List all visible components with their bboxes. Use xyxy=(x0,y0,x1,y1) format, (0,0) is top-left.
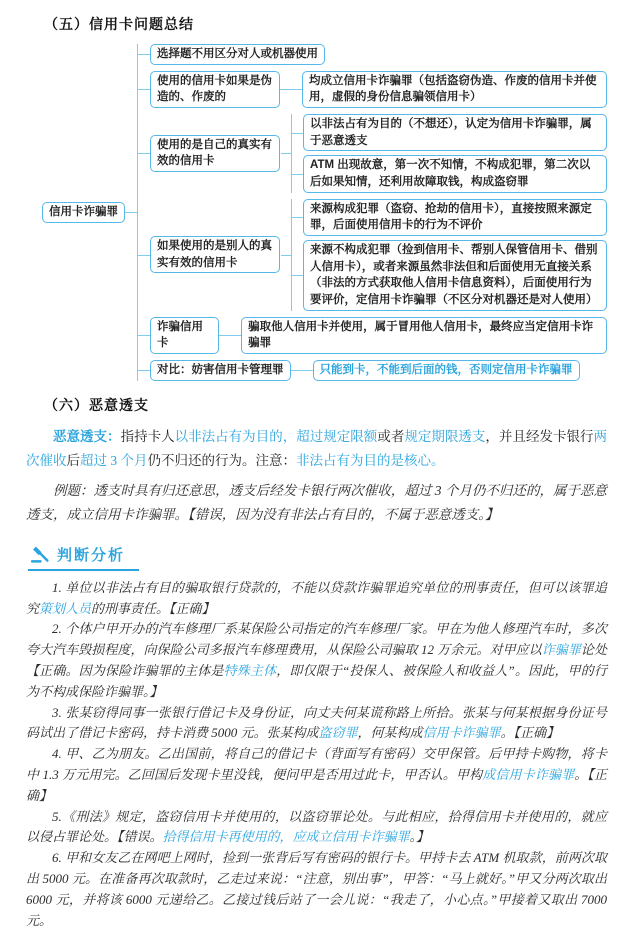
mindmap-children xyxy=(230,317,607,354)
mindmap-leaf-node: 只能到卡，不能到后面的钱，否则定信用卡诈骗罪 xyxy=(313,360,580,381)
overdraft-definition-paragraph xyxy=(26,425,607,473)
text-segment: 5.《刑法》规定，盗窃信用卡并使用的，以盗窃罪论处。与此相应，拾得信用卡并使用的，就应以侵占罪论处。【错误。 xyxy=(26,808,607,845)
highlighted-text: 非法占有为目的是核心。 xyxy=(296,452,445,468)
highlighted-text: 信用卡诈骗罪 xyxy=(422,725,501,741)
analysis-list xyxy=(26,578,607,931)
analysis-item xyxy=(26,703,607,745)
mindmap-leaf-node: 来源构成犯罪（盗窃、抢劫的信用卡），直接按照来源定罪，后面使用信用卡的行为不评价 xyxy=(303,199,607,236)
analysis-item xyxy=(26,578,607,620)
analysis-item xyxy=(26,848,607,931)
text-segment: 。【正确】 xyxy=(26,766,607,803)
mindmap-root-node: 信用卡诈骗罪 xyxy=(42,202,125,223)
text-segment: 指持卡人 xyxy=(120,428,175,444)
highlighted-text: 特殊主体 xyxy=(223,662,277,678)
mindmap-branch xyxy=(138,114,607,193)
highlighted-text: 超过 3 个月 xyxy=(80,452,148,468)
text-segment: ，并且经发卡银行 xyxy=(485,428,594,444)
mindmap-branch-node: 对比：妨害信用卡管理罪 xyxy=(150,360,291,381)
credit-card-mindmap xyxy=(42,44,607,381)
text-segment: ，何某构成 xyxy=(357,725,423,741)
mindmap-branches xyxy=(137,44,607,381)
mindmap-leaf-node: 骗取他人信用卡并使用，属于冒用他人信用卡，最终应当定信用卡诈骗罪 xyxy=(241,317,607,354)
mindmap-branch-node: 如果使用的是别人的真实有效的信用卡 xyxy=(150,236,280,273)
highlighted-text: 策划人员 xyxy=(39,600,92,616)
text-segment: 例题：透支时具有归还意思，透支后经发卡银行两次催收，超过 3 个月仍不归还的，属于恶意透支，成立信用卡诈骗罪。【错误，因为没有非法占有目的，不属于恶意透支。】 xyxy=(26,482,607,522)
mindmap-branch xyxy=(138,44,607,65)
text-segment: 后 xyxy=(66,452,80,468)
highlighted-text: 成信用卡诈骗罪 xyxy=(482,766,575,782)
analysis-header xyxy=(28,543,139,571)
gavel-icon xyxy=(30,545,50,563)
mindmap-child xyxy=(292,155,607,192)
mindmap-children xyxy=(302,360,580,381)
mindmap-child xyxy=(292,240,607,311)
highlighted-text: 诈骗罪 xyxy=(541,642,581,658)
highlighted-text: 盗窃罪 xyxy=(318,725,358,741)
mindmap-children xyxy=(291,199,607,311)
text-segment: 。】 xyxy=(409,829,430,845)
text-segment: 。【正确】 xyxy=(500,725,560,741)
mindmap-child xyxy=(292,114,607,151)
analysis-title: 判断分析 xyxy=(57,546,126,564)
text-segment: 1. 单位以非法占有目的骗取银行贷款的，不能以贷款诈骗罪追究单位的刑事责任，但可以该罪追究 xyxy=(26,579,607,616)
analysis-item xyxy=(26,744,607,806)
mindmap-children xyxy=(291,114,607,193)
highlighted-text: 恶意透支： xyxy=(53,428,121,444)
mindmap-leaf-node: ATM 出现故意，第一次不知情，不构成犯罪，第二次以后如果知情，还利用故障取钱，构成盗窃罪 xyxy=(303,155,607,192)
analysis-item xyxy=(26,619,607,702)
mindmap-branch xyxy=(138,199,607,311)
mindmap-branch-node: 使用的信用卡如果是伪造的、作废的 xyxy=(150,71,280,108)
text-segment: ，即仅限于“投保人、被保险人和收益人”。因此，甲的行为不构成保险诈骗罪。】 xyxy=(26,662,607,699)
mindmap-children xyxy=(291,71,607,108)
mindmap-branch xyxy=(138,360,607,381)
mindmap-branch xyxy=(138,317,607,354)
text-segment: 论处【正确。因为保险诈骗罪的主体是 xyxy=(26,642,607,678)
mindmap-child xyxy=(302,360,580,381)
text-segment: 4. 甲、乙为朋友。乙出国前，将自己的借记卡（背面写有密码）交甲保管。后甲持卡购物，将卡中 1.3 万元用完。乙回国后发现卡里没钱，便问甲是否用过此卡，甲否认。甲构 xyxy=(26,746,607,782)
text-segment: 仍不归还的行为。注意： xyxy=(147,452,296,468)
mindmap-branch-node: 使用的是自己的真实有效的信用卡 xyxy=(150,135,280,172)
text-segment: 或者 xyxy=(377,428,405,444)
text-segment: 2. 个体户甲开办的汽车修理厂系某保险公司指定的汽车修理厂家。甲在为他人修理汽车时，多次夸大汽车毁损程度，向保险公司多报汽车修理费用，从保险公司骗取 12 万余元。对甲应以 xyxy=(26,621,607,658)
overdraft-example-paragraph xyxy=(26,479,607,527)
mindmap-branch-node: 诈骗信用卡 xyxy=(150,317,219,354)
section5-title: （五）信用卡问题总结 xyxy=(44,16,194,32)
highlighted-text: 拾得信用卡再使用的，应成立信用卡诈骗罪 xyxy=(162,829,410,845)
mindmap-child xyxy=(292,199,607,236)
mindmap-child xyxy=(291,71,607,108)
section6-title: （六）恶意透支 xyxy=(44,396,149,413)
mindmap-child xyxy=(230,317,607,354)
analysis-item xyxy=(26,807,607,849)
highlighted-text: 以非法占有为目的，超过规定限额 xyxy=(174,428,378,444)
mindmap-branch-node: 选择题不用区分对人或机器使用 xyxy=(150,44,325,65)
mindmap-leaf-node: 均成立信用卡诈骗罪（包括盗窃伪造、作废的信用卡并使用，虚假的身份信息骗领信用卡） xyxy=(302,71,607,108)
highlighted-text: 两次催收 xyxy=(26,428,608,468)
text-segment: 6. 甲和女友乙在网吧上网时，捡到一张背后写有密码的银行卡。甲持卡去 ATM 机取款，前两次取出 5000 元。在准备再次取款时，乙走过来说：“注意，别出事”，甲答：“马上就好。”甲又分两次取出 6000 元，并将该 6000 元递给乙。乙接过钱后站了一会儿说：“我走了，小心点。”甲接着又取出 7000 元。 xyxy=(26,850,607,928)
mindmap-connector xyxy=(125,212,137,213)
mindmap-branch xyxy=(138,71,607,108)
highlighted-text: 规定期限透支 xyxy=(404,428,486,444)
text-segment: 3. 张某窃得同事一张银行借记卡及身份证，向丈夫何某谎称路上所拾。张某与何某根据身份证号码试出了借记卡密码，持卡消费 5000 元。张某构成 xyxy=(26,704,607,741)
mindmap-leaf-node: 来源不构成犯罪（捡到信用卡、帮别人保管信用卡、借别人信用卡），或者来源虽然非法但和后面使用无直接关系（非法的方式获取他人信用卡信息资料），后面使用行为要评价，定信用卡诈骗罪（不区分对机器还是对人使用） xyxy=(303,240,607,311)
mindmap-leaf-node: 以非法占有为目的（不想还），认定为信用卡诈骗罪，属于恶意透支 xyxy=(303,114,607,151)
text-segment: 的刑事责任。【正确】 xyxy=(91,600,215,616)
